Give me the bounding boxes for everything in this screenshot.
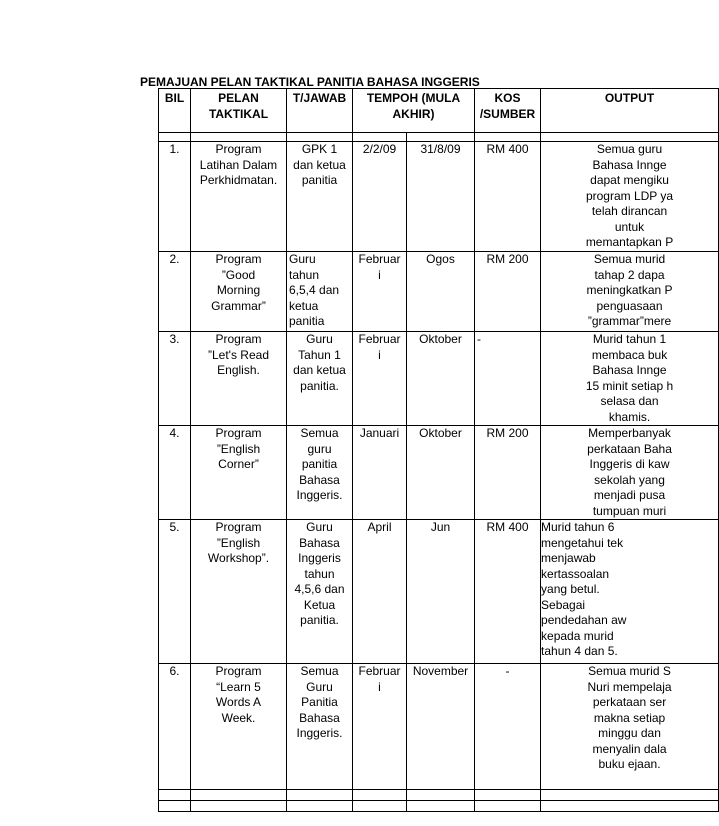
cell-pelan: Program Latihan Dalam Perkhidmatan. <box>191 142 287 252</box>
table-row <box>159 332 719 426</box>
cell-kos: RM 400 <box>475 142 541 252</box>
cell-pelan: Program ”Let's Read English. <box>191 332 287 426</box>
cell-bil: 6. <box>159 664 191 790</box>
table-row <box>159 664 719 790</box>
cell-bil: 3. <box>159 332 191 426</box>
header-pelan-taktikal: PELAN TAKTIKAL <box>191 89 287 133</box>
tactical-plan-table-wrapper <box>158 88 674 771</box>
cell-akhir: Oktober <box>407 426 475 520</box>
cell-mula: Februar i <box>353 252 407 332</box>
cell-akhir: Ogos <box>407 252 475 332</box>
cell-tjawab: Semua guru panitia Bahasa Inggeris. <box>287 426 353 520</box>
cell-mula: Februar i <box>353 664 407 790</box>
document-title: PEMAJUAN PELAN TAKTIKAL PANITIA BAHASA INGGERIS <box>140 75 480 89</box>
cell-mula: Januari <box>353 426 407 520</box>
cell-kos: RM 200 <box>475 426 541 520</box>
cell-tjawab: GPK 1 dan ketua panitia <box>287 142 353 252</box>
cell-pelan: Program ”Good Morning Grammar” <box>191 252 287 332</box>
header-tjawab: T/JAWAB <box>287 89 353 133</box>
cell-output: Semua murid tahap 2 dapa meningkatkan P penguasaan ”grammar”mere <box>541 252 719 332</box>
cell-akhir: 31/8/09 <box>407 142 475 252</box>
tactical-plan-table <box>158 88 719 812</box>
header-output: OUTPUT <box>541 89 719 133</box>
cell-output: Murid tahun 1 membaca buk Bahasa Innge 15 minit setiap h selasa dan khamis. <box>541 332 719 426</box>
header-gap-row <box>159 133 719 142</box>
cell-output: Murid tahun 6 mengetahui tek menjawab kertassoalan yang betul. Sebagai pendedahan aw kepada murid tahun 4 dan 5. <box>541 520 719 664</box>
cell-akhir: Oktober <box>407 332 475 426</box>
cell-pelan: Program “Learn 5 Words A Week. <box>191 664 287 790</box>
header-tempoh: TEMPOH (MULA AKHIR) <box>353 89 475 133</box>
cell-pelan: Program ”English Corner” <box>191 426 287 520</box>
cell-tjawab: Guru Bahasa Inggeris tahun 4,5,6 dan Ketua panitia. <box>287 520 353 664</box>
cell-mula: April <box>353 520 407 664</box>
cell-pelan: Program ”English Workshop”. <box>191 520 287 664</box>
table-row <box>159 252 719 332</box>
cell-kos: RM 400 <box>475 520 541 664</box>
cell-tjawab: Guru tahun 6,5,4 dan ketua panitia <box>287 252 353 332</box>
table-row <box>159 520 719 664</box>
table-row <box>159 426 719 520</box>
header-kos-sumber: KOS /SUMBER <box>475 89 541 133</box>
table-row <box>159 142 719 252</box>
cell-bil: 4. <box>159 426 191 520</box>
cell-mula: 2/2/09 <box>353 142 407 252</box>
cell-akhir: November <box>407 664 475 790</box>
cell-bil: 2. <box>159 252 191 332</box>
cell-tjawab: Guru Tahun 1 dan ketua panitia. <box>287 332 353 426</box>
cell-bil: 5. <box>159 520 191 664</box>
cell-bil: 1. <box>159 142 191 252</box>
header-bil: BIL <box>159 89 191 133</box>
cell-output: Semua murid S Nuri mempelaja perkataan ser makna setiap minggu dan menyalin dala buku ejaan. <box>541 664 719 790</box>
cell-output: Semua guru Bahasa Innge dapat mengiku program LDP ya telah dirancan untuk memantapkan P <box>541 142 719 252</box>
cell-kos: - <box>475 664 541 790</box>
table-header-row <box>159 89 719 133</box>
cell-akhir: Jun <box>407 520 475 664</box>
cell-mula: Februar i <box>353 332 407 426</box>
cell-output: Memperbanyak perkataan Baha Inggeris di kaw sekolah yang menjadi pusa tumpuan muri <box>541 426 719 520</box>
empty-row <box>159 790 719 801</box>
empty-row <box>159 801 719 812</box>
cell-tjawab: Semua Guru Panitia Bahasa Inggeris. <box>287 664 353 790</box>
cell-kos: - <box>475 332 541 426</box>
cell-kos: RM 200 <box>475 252 541 332</box>
